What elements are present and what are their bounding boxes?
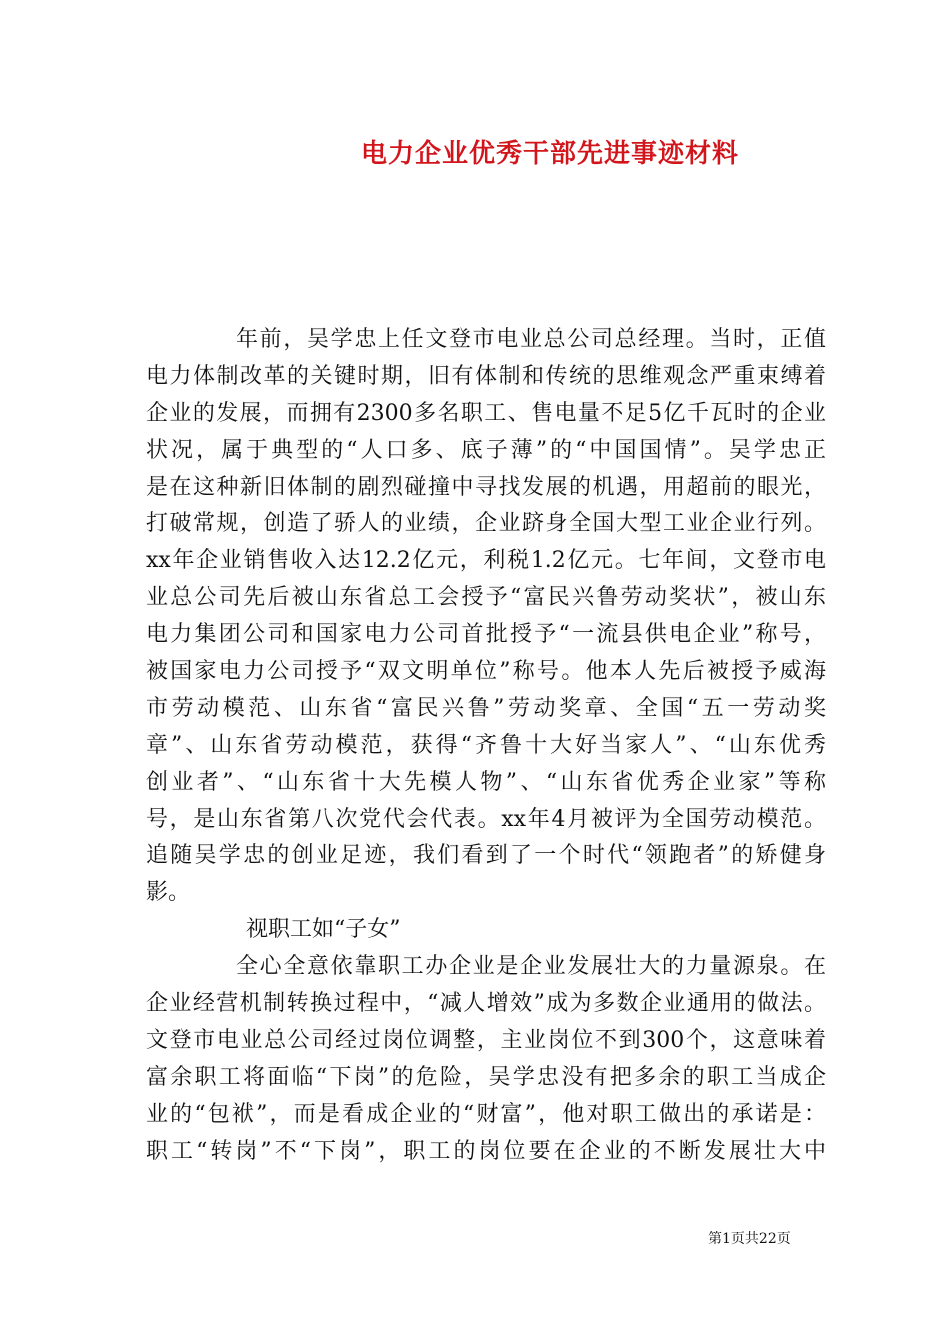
paragraph-line: 年前，吴学忠上任文登市电业总公司总经理。当时，正值 — [236, 327, 826, 352]
paragraph-line: 全心全意依靠职工办企业是企业发展壮大的力量源泉。在 — [236, 954, 826, 980]
paragraph-line: 企业的发展，而拥有2300多名职工、售电量不足5亿千瓦时的企业 — [146, 400, 826, 426]
paragraph-line: 章”、山东省劳动模范，获得“齐鲁十大好当家人”、“山东优秀 — [146, 732, 826, 758]
paragraph-line: 追随吴学忠的创业足迹，我们看到了一个时代“领跑者”的矫健身 — [146, 843, 826, 869]
paragraph-line: 被国家电力公司授予“双文明单位”称号。他本人先后被授予威海 — [146, 659, 826, 685]
document-title: 电力企业优秀干部先进事迹材料 — [360, 139, 739, 169]
paragraph-line: 是在这种新旧体制的剧烈碰撞中寻找发展的机遇，用超前的眼光， — [146, 474, 826, 500]
document-body — [146, 322, 826, 1170]
paragraph-line: 影。 — [146, 880, 191, 906]
paragraph-line: 电力集团公司和国家电力公司首批授予“一流县供电企业”称号， — [146, 622, 826, 648]
paragraph-line: 业总公司先后被山东省总工会授予“富民兴鲁劳动奖状”，被山东 — [146, 585, 826, 611]
page-number-footer: 第1页共22页 — [708, 1231, 791, 1247]
paragraph-line: 企业经营机制转换过程中，“减人增效”成为多数企业通用的做法。 — [146, 991, 826, 1017]
paragraph-line: 号，是山东省第八次党代会代表。xx年4月被评为全国劳动模范。 — [146, 806, 826, 832]
section-heading: 视职工如“子女” — [246, 917, 401, 943]
paragraph-line: xx年企业销售收入达12.2亿元，利税1.2亿元。七年间，文登市电 — [146, 548, 826, 574]
paragraph-line: 状况，属于典型的“人口多、底子薄”的“中国国情”。吴学忠正 — [146, 437, 826, 463]
paragraph-line: 电力体制改革的关键时期，旧有体制和传统的思维观念严重束缚着 — [146, 363, 826, 389]
paragraph-line: 富余职工将面临“下岗”的危险，吴学忠没有把多余的职工当成企 — [146, 1064, 826, 1090]
paragraph-line: 文登市电业总公司经过岗位调整，主业岗位不到300个，这意味着 — [146, 1027, 826, 1053]
paragraph-line: 职工“转岗”不“下岗”，职工的岗位要在企业的不断发展壮大中 — [146, 1138, 826, 1164]
paragraph-line: 市劳动模范、山东省“富民兴鲁”劳动奖章、全国“五一劳动奖 — [146, 695, 826, 721]
paragraph-line: 创业者”、“山东省十大先模人物”、“山东省优秀企业家”等称 — [146, 769, 826, 795]
paragraph-line: 业的“包袱”，而是看成企业的“财富”，他对职工做出的承诺是： — [146, 1101, 826, 1127]
paragraph-line: 打破常规，创造了骄人的业绩，企业跻身全国大型工业企业行列。 — [146, 511, 826, 537]
